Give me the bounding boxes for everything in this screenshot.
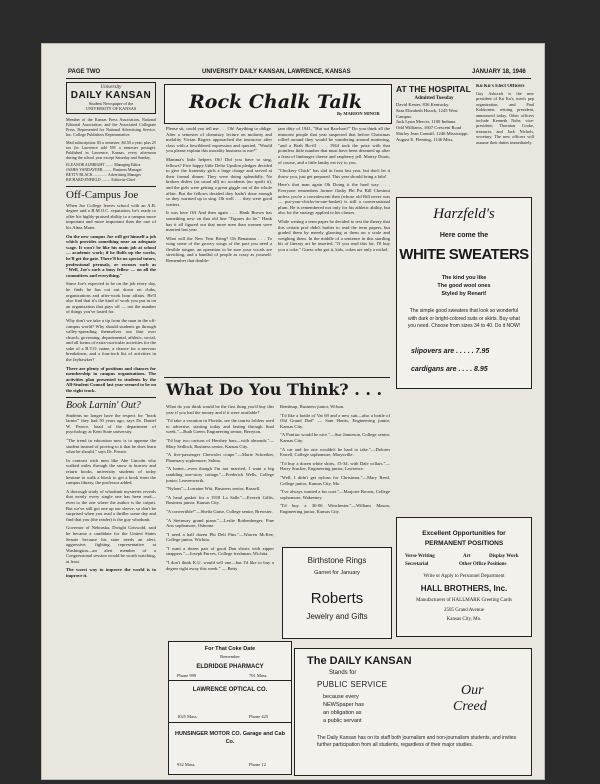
think-item: "A Pontiac would be nice."—Sue Jamieson, College senior, Kansas City. bbox=[280, 432, 390, 443]
creed-line: NEWSpaper has bbox=[323, 702, 364, 708]
creed-footer: The Daily Kansan has on its staff both journalism and non-journalism students, and invites further participation from all students, regardless of their major studies. bbox=[317, 735, 517, 748]
masthead-title: DAILY KANSAN bbox=[70, 90, 152, 101]
hall-role: Display Work bbox=[489, 554, 519, 559]
rock-chalk-banner bbox=[164, 84, 392, 124]
shop-phone: 701 Mass. bbox=[249, 673, 268, 678]
staff-item: JAMES VANDAVEER ......... Business Manager bbox=[66, 167, 142, 172]
coke-sub: Remember bbox=[220, 654, 240, 659]
price-item: cardigans are bbox=[411, 366, 457, 373]
rock-chalk-col2 bbox=[278, 126, 390, 376]
rock-chalk-paragraph: Here's that man again Oh Doing it the hard way . . . Everyone remembers former flashy Phi Psi Bill Chestnut unless you're a convalescent then (whose old Bill never was — put-your-chicks-in-one-basket) is still a conversational plum. He is remembered not only for his athletic ability, but also for the strategy applied to his classes. bbox=[278, 182, 390, 216]
admitted-item: David Kester, 836 Kentucky. bbox=[396, 102, 450, 107]
creed-lines bbox=[323, 693, 364, 725]
editorial-paragraph: A thorough study of whodunit mysteries reveals that nearly every single one has been read—even to the one where the author is the culprit. But we've still got one up our sleeve, so don't be surprised when you read a thriller some day and find that you (the reader) is the guy whodunit. bbox=[66, 488, 156, 522]
creed-title: The DAILY KANSAN bbox=[307, 655, 412, 667]
harzfeld-subs bbox=[397, 274, 531, 298]
hall-heading: Excellent Opportunities for bbox=[422, 530, 506, 537]
creed-stands: Stands for bbox=[329, 670, 357, 676]
shop-phone: Phone 12 bbox=[249, 762, 266, 767]
think-item: "A Steinway grand piano."—Leslie Rothenberger, Fine Arts sophomore, Osborne. bbox=[166, 517, 274, 529]
creed-box bbox=[294, 648, 532, 776]
masthead bbox=[66, 82, 156, 114]
roberts-title: Birthstone Rings bbox=[307, 556, 367, 565]
roberts-ad bbox=[282, 547, 392, 639]
shop-addr: Phone 999 bbox=[177, 673, 197, 678]
editorial-paragraph: In contrast with men like Abe Lincoln who walked miles through the snow to borrow and return books, university students of today hesitate to walk a block to get a book from the campus library, the professor added. bbox=[66, 457, 156, 486]
think-item: "I want a dozen pair of good Dan shorts with zipper snappers."—Joseph Purves, College freshman, Wichita. bbox=[166, 545, 274, 557]
harzfeld-sub: The good wool ones bbox=[437, 283, 491, 289]
paper-name: UNIVERSITY DAILY KANSAN, LAWRENCE, KANSAS bbox=[202, 69, 351, 75]
editorial-title: Off-Campus Joe bbox=[66, 188, 139, 201]
masthead-line2: UNIVERSITY OF KANSAS bbox=[85, 106, 137, 111]
shop-name: HUNSINGER MOTOR CO. Garage and Cab Co. bbox=[175, 731, 285, 745]
think-title: What Do You Think? . . . bbox=[166, 380, 383, 399]
editorial-paragraph: Since Joe's expected to be on the job every day, he finds he has cut out down on clubs, organizations and after-work hour affairs. He'll also find that it's the kind of work you put in on an organization that pays off — not the number of things you've lasted for. bbox=[66, 281, 156, 315]
price-row-2: cardigans are . . . . 8.95 bbox=[411, 366, 488, 373]
hall-desc: Manufacturers of HALLMARK Greeting Cards bbox=[416, 598, 512, 603]
header-rule bbox=[66, 78, 531, 79]
staff-item: ELEANOR ALBRIGHT ........ Managing Editor bbox=[66, 163, 141, 167]
admitted-item: Jack Lynn Mercer, 1100 Indiana. bbox=[396, 119, 457, 125]
kuku-title: Ku Ku's Elect Officers bbox=[476, 84, 525, 89]
staff-list bbox=[66, 163, 156, 183]
hall-heading-2: PERMANENT POSITIONS bbox=[424, 540, 504, 547]
think-item: "A head gasket for a 1918 La Salle."—Everett Gillis, Business junior, Kansas City. bbox=[166, 494, 274, 506]
editorial-paragraph: Governor of Nebraska, Dwight Griswold, said he became a candidate for the United States Senate because his state needs an alert, aggressive, fighting representative at Washington—an alert member of a Congressional session would be worth watching, at least. bbox=[66, 525, 156, 564]
editorial-paragraph: "The trend in education now is to appease the student instead of proving to it that he does learn what he should," says Dr. Pearce. bbox=[66, 438, 156, 455]
editorial-paragraph: Why don't we take a tip from the man in the off-campus world? Why should students go through valley-spreading themselves out thin over church, governing, departmental, athletic, social, and all forms of extra-curricular activities for the sake of a B.T.O. name, a chance for a nervous breakdown, and a four-inch list of activities in the Jayhawker? bbox=[66, 317, 156, 363]
divider bbox=[66, 397, 156, 398]
admitted-list bbox=[396, 102, 472, 143]
editorial-paragraph: There are plenty of positions and chances for membership in campus organizations. The activities plan presented to students by the All-Student Council last year seemed to be on the right track. bbox=[66, 365, 156, 394]
column-left bbox=[66, 82, 156, 777]
think-item: "I don't think K.U. would sell one—but I'd like to buy a degree right away this week." — Betty bbox=[166, 560, 274, 571]
think-col2 bbox=[280, 404, 390, 544]
creed-line: because every bbox=[323, 694, 359, 700]
rock-chalk-paragraph: jam ditty of 1941, "Hut sut Rawlson?" Do you think all the innocent people that year suspected that before Christmas rolled around they would be wandering around muttering, "and a Brah Bo-ill . . . 1944 took the prize with that pointless little number that must have been dreamed up after a feast of limburger cheese and raspberry jell. Mairzy Doats, of course, and a little lamby eat ivy to you. bbox=[278, 126, 390, 165]
shop-phone: Phone 425 bbox=[249, 714, 269, 719]
think-item: "I need a half dozen Phi Delt Pins."—Warren McKee, College junior, Wichita. bbox=[166, 531, 274, 543]
roberts-tag: Jewelry and Gifts bbox=[306, 612, 368, 621]
think-item: "Nylons"—Lorraine Witt, Business senior, Russell. bbox=[166, 486, 261, 492]
masthead-info: Member of the Kansas Press Association, National Editorial Association, and the Associated Collegiate Press. Represented for National Advertising Service, Inc. College Publishers Representative. bbox=[66, 117, 156, 137]
rock-chalk-paragraph: Mamma's little helpers Oh! Did you have to sing, fellows? Five happy little Delta Upsilon pledges decided to give the fraternity girls a large charge and served at their formal dinner. They were doing splendidly. No broken dishes (as usual all) no accidents (no spoilt it), and the girls were getting a great giggle out of the whole affair. But the fellows decided they hadn't done enough so they warmed up to sing. Oh well . . . they were good waiters. bbox=[166, 156, 272, 207]
page-date: JANUARY 18, 1946 bbox=[472, 69, 526, 75]
think-item: "I'd buy two cartons of Hershey bars—with almonds."—Mary Sedlock, Business senior, Kansas City. bbox=[166, 437, 274, 449]
think-item: "I've always wanted a fur coat."—Marjorie Brown, College sophomore, Wakeeney. bbox=[280, 489, 390, 500]
masthead-subscription: Mail subscription: $3 a semester; $4.50 a year; plus 2¢ tax (in Lawrence add 50¢ a semester postage). Published in Lawrence, Kansas, every afternoon during the school year except Saturday and Sunday. bbox=[66, 140, 156, 160]
staff-item: RICHARD ENFIELD ......... Editor-in-Chief bbox=[66, 177, 136, 182]
think-item: "A home—even though I'm not married, I want a big rambling one-story cottage."—Frederick Wells, College junior, Leavenworth. bbox=[166, 466, 274, 483]
rock-chalk-paragraph: Please sit, could you tell me . . . Oh! Anything to oblige. After a semester of chemistry lecture on molarity and molality Vivian Rogers approached the instructor after class with a bewildered expression and queried, "Would you please explain this morality business to me?" bbox=[166, 126, 272, 154]
editorial-paragraph: The worst way to improve the world is to improve it. bbox=[66, 567, 156, 579]
divider bbox=[169, 722, 291, 723]
think-item: "Well, I didn't get nylons for Christmas."—Mary Reed, College junior, Kansas City, Mo. bbox=[280, 474, 390, 486]
rock-chalk-title: Rock Chalk Talk bbox=[189, 91, 363, 113]
roberts-sub: Garnet for January bbox=[314, 570, 360, 576]
price-row-1: slipovers are . . . . . 7.95 bbox=[411, 348, 490, 355]
harzfeld-ad bbox=[396, 197, 532, 389]
creed-line: a public servant bbox=[323, 718, 362, 724]
kuku-section bbox=[476, 84, 534, 196]
hall-address: 2505 Grand Avenue bbox=[444, 608, 484, 613]
rock-chalk-paragraph: While writing a term paper he decided to test the theory that this certain prof didn't bother to read the term papers, but graded them by merely glancing at them on a scale and weighing them. In the middle of a sentence in this startling bit of literary art he inserted, "If you read this far, I'll buy you a coke." Guess who got it, kids, cokes are only a nickel. bbox=[278, 218, 390, 252]
think-item: "I'd like a bottle of Vat 69 and a new suit—also a bottle of Old Grand Dad" — Sam Harris, Engineering junior, Kansas City. bbox=[280, 412, 390, 429]
hospital-title: AT THE HOSPITAL bbox=[396, 84, 471, 94]
page-number: PAGE TWO bbox=[68, 69, 101, 75]
admitted-item: Sara Elizabeth Houck, 1245 West Campus. bbox=[396, 107, 458, 119]
roberts-name: Roberts bbox=[310, 590, 364, 607]
think-item: Rembsup, Business junior, Wilson. bbox=[280, 404, 345, 409]
hall-brothers-ad bbox=[396, 517, 532, 637]
coke-date-ad bbox=[168, 641, 292, 775]
rock-chalk-paragraph: It was here Off And then again . . . Hank Brown has something new on that old line "Figures do lie." Hank has it all figured out that more men than women were married last year. bbox=[166, 210, 272, 233]
rock-chalk-byline: By MARION MINOR bbox=[337, 111, 380, 116]
harzfeld-body: The simple good sweaters that look so wonderful with dark or bright-colored suits or skirts. Buy what you need. Choose from sizes 34 to 40. Do it NOW! bbox=[407, 308, 521, 329]
newspaper-page bbox=[42, 44, 544, 779]
price-item: slipovers are bbox=[411, 348, 455, 355]
hall-role: Other Office Positions bbox=[459, 562, 507, 567]
shop-name: LAWRENCE OPTICAL CO. bbox=[192, 687, 268, 693]
editorial-paragraph: When Joe College leaves school with an A.B. degree and a B.M.O.C. reputation, he's ready to offer his highly-praised ability to a campus more important and more important than the one of his Alma Mater. bbox=[66, 202, 156, 230]
editorial-title-2: Book Larnin' Out? bbox=[66, 399, 141, 411]
admitted-item: Shirley Jean Conniff, 1246 Mississippi. bbox=[396, 130, 469, 136]
think-item: "A five-passenger Chevrolet coupe."—Marie Schreiber, Pharmacy sophomore, Salina. bbox=[166, 452, 274, 463]
hall-role: Art bbox=[463, 554, 471, 559]
hall-apply: Write or Apply to Personnel Department bbox=[423, 574, 505, 579]
think-item: "A convertible!"—Sheila Guise, College senior, Brewster. bbox=[166, 508, 273, 514]
editorial-paragraph: Students no longer have the respect for "book larnin'" they had 50 years ago, says Dr. Daniel W. Pearce, head of the department of psychology at Kent State university. bbox=[66, 412, 156, 435]
coke-title: For That Coke Date bbox=[204, 646, 256, 652]
hall-role: Secretarial bbox=[405, 562, 429, 567]
creed-our: Our bbox=[461, 683, 484, 698]
divider bbox=[164, 377, 390, 378]
hall-role: Verse Writing bbox=[405, 554, 435, 559]
shop-addr: 932 Mass. bbox=[177, 762, 196, 767]
think-item: "A car and for one wouldn't be hard to take."—Dolores Farrell, College sophomore, Marysville. bbox=[280, 446, 390, 458]
rock-chalk-col1 bbox=[166, 126, 272, 376]
admitted-item: Odd Williams, 1607 Crescent Road bbox=[396, 125, 462, 131]
price-value: 8.95 bbox=[474, 366, 488, 373]
think-item: "I'd buy a dozen white shirts, 15-34, with Dale collars."—Harry Stucker, Engineering junior, Lawrence. bbox=[280, 460, 390, 472]
admitted-title: Admitted Tuesday bbox=[414, 96, 454, 101]
shop-addr: 1025 Mass. bbox=[177, 714, 198, 719]
divider bbox=[66, 186, 156, 187]
hall-city: Kansas City, Mo. bbox=[446, 617, 482, 622]
creed-public-service: PUBLIC SERVICE bbox=[317, 680, 388, 689]
hall-name: HALL BROTHERS, Inc. bbox=[420, 584, 508, 593]
harzfeld-name: Harzfeld's bbox=[433, 206, 495, 222]
think-item: What do you think would be the first thing you'd buy this year if you had the money and if it were available? bbox=[166, 404, 274, 415]
masthead-small: University bbox=[100, 85, 122, 90]
admitted-item: August E. Fleming, 1146 Miss. bbox=[396, 136, 454, 142]
rock-chalk-paragraph: What will the New Year Bring? Oh Benanana . . . To wing some of the groovy songs of the past you need a flexible tongue, an operation to be sure your vocals are stretching, and a handful of people as crazy as yourself. Remember that double- bbox=[166, 235, 272, 264]
creed-word: Creed bbox=[453, 699, 487, 714]
creed-line: an obligation as bbox=[323, 710, 362, 716]
harzfeld-sub: Styled by Renart! bbox=[441, 291, 487, 297]
harzfeld-headline: WHITE SWEATERS bbox=[399, 246, 529, 263]
think-item: "I'd buy a 30-06 Winchester."—William Mason, Engineering junior, Kansas City. bbox=[280, 503, 390, 514]
rock-chalk-paragraph: "Chickery Chick" has slid in from last year, but don't let it throw you, just get prepared. This year should bring a lulu! bbox=[278, 168, 390, 179]
harzfeld-tag: Here come the bbox=[439, 232, 489, 239]
price-value: 7.95 bbox=[475, 348, 490, 355]
divider bbox=[169, 680, 291, 681]
harzfeld-sub: The kind you like bbox=[441, 275, 487, 281]
shop-name: ELDRIDGE PHARMACY bbox=[196, 664, 264, 670]
think-col1 bbox=[166, 404, 274, 636]
masthead-line1: Student Newspaper of the bbox=[88, 101, 134, 106]
editorial-paragraph: On the new campus Joe will get himself a job which provides something near an adequate wage. It won't be like his main job at school — academic work; if he fluffs up the works, he'll get the gate. There'll be no special tutors, professional perusals, or excuses such as "Well, Joe's such a busy fellow — on all the committees and everything." bbox=[66, 233, 156, 278]
staff-item: BETTY BLACK .............. Advertising Manager bbox=[66, 172, 142, 177]
hospital-section bbox=[396, 84, 472, 196]
kuku-body: Guy Ashcraft is the new president of Ku Ku's, men's pep organization, and Paul Kokkonen, retiring president, announced today. Other officers include Kenneth Nohe, vice-president; Thornton Cooke, treasurer, and Jack Nichols, secretary. The new officers will assume their duties immediately. bbox=[476, 91, 534, 145]
think-item: "I'd take a vacation in Florida, see the tourist folders used to advertise, starting today and lasting through final week."—Ruth Green, Engineering senior, Berryton. bbox=[166, 418, 274, 435]
